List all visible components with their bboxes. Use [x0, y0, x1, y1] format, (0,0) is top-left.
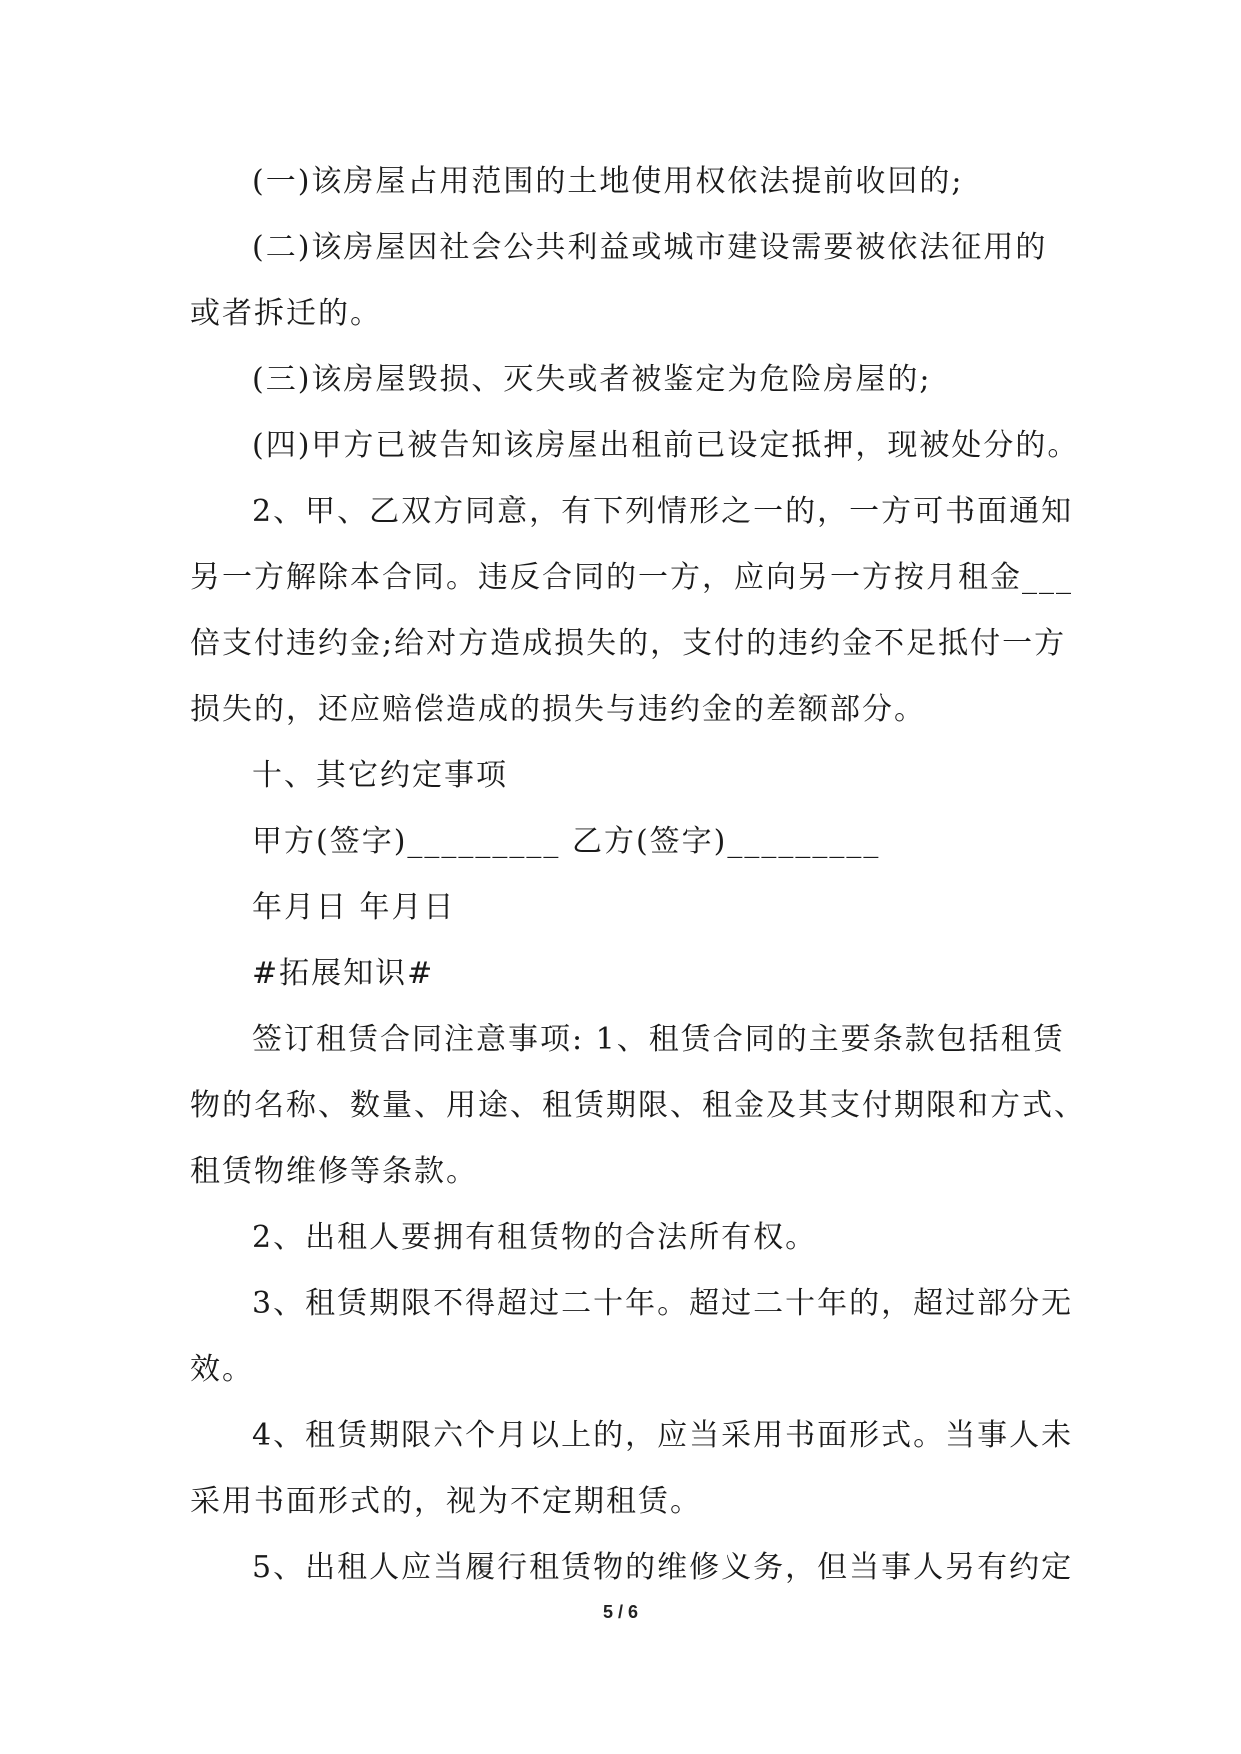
text-line: 5、出租人应当履行租赁物的维修义务，但当事人另有约定 — [252, 1550, 1074, 1585]
text-line: 倍支付违约金;给对方造成损失的，支付的违约金不足抵付一方 — [190, 626, 1067, 661]
text-line: 签订租赁合同注意事项: 1、租赁合同的主要条款包括租赁 — [252, 1022, 1065, 1057]
text-line: 另一方解除本合同。违反合同的一方，应向另一方按月租金___ — [190, 560, 1073, 595]
text-line: 效。 — [190, 1352, 254, 1387]
text-line: 租赁物维修等条款。 — [190, 1154, 478, 1189]
text-line: 2、甲、乙双方同意，有下列情形之一的，一方可书面通知 — [252, 494, 1074, 529]
text-line: 物的名称、数量、用途、租赁期限、租金及其支付期限和方式、 — [190, 1088, 1086, 1123]
section-heading: #拓展知识# — [252, 956, 435, 991]
text-line: (二)该房屋因社会公共利益或城市建设需要被依法征用的 — [252, 230, 1048, 265]
text-line: 或者拆迁的。 — [190, 296, 382, 331]
text-line: 采用书面形式的，视为不定期租赁。 — [190, 1484, 702, 1519]
text-line: 3、租赁期限不得超过二十年。超过二十年的，超过部分无 — [252, 1286, 1074, 1321]
text-line: (四)甲方已被告知该房屋出租前已设定抵押，现被处分的。 — [252, 428, 1080, 463]
text-line: (三)该房屋毁损、灭失或者被鉴定为危险房屋的; — [252, 362, 932, 397]
text-line: 4、租赁期限六个月以上的，应当采用书面形式。当事人未 — [252, 1418, 1074, 1453]
section-heading: 十、其它约定事项 — [252, 758, 508, 793]
text-line: (一)该房屋占用范围的土地使用权依法提前收回的; — [252, 164, 964, 199]
text-line: 损失的，还应赔偿造成的损失与违约金的差额部分。 — [190, 692, 926, 727]
date-line: 年月日 年月日 — [252, 890, 456, 925]
text-line: 2、出租人要拥有租赁物的合法所有权。 — [252, 1220, 818, 1255]
page-number: 5 / 6 — [602, 1602, 639, 1622]
signature-line: 甲方(签字)_________ 乙方(签字)_________ — [252, 824, 881, 859]
